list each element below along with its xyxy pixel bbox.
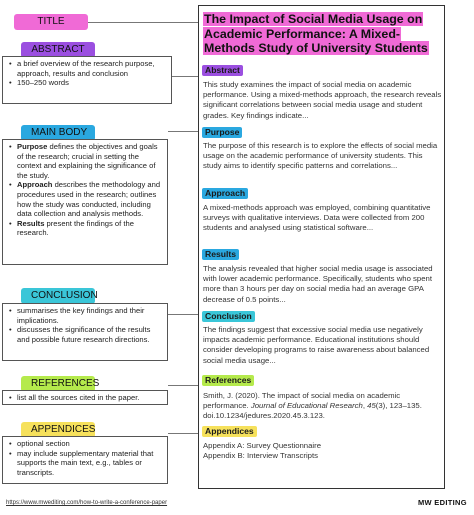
approach-term: Approach bbox=[17, 180, 53, 190]
paper-title-text: The Impact of Social Media Usage on Academic Performance: A Mixed-Methods Study of University Students bbox=[204, 12, 428, 56]
main-body-connector bbox=[168, 131, 199, 132]
main-body-item bbox=[9, 180, 163, 218]
results-term: Results bbox=[17, 218, 45, 228]
main-body-label: MAIN BODY bbox=[21, 125, 95, 141]
reference-journal: Journal of Educational Research bbox=[250, 401, 363, 411]
references-connector bbox=[168, 385, 199, 386]
abstract-text: This study examines the impact of social media on academic performance. Using a mixed-methods approach, the research reveals significant correlations between social media usage and student grades. Key findings indicate... bbox=[203, 80, 442, 120]
references-heading: References bbox=[202, 375, 254, 386]
abstract-box bbox=[2, 56, 172, 104]
reference-suffix: (3), 123–135. doi.10.1234/jedures.2020.45.3.123. bbox=[203, 401, 422, 421]
purpose-text: The purpose of this research is to explore the effects of social media usage on the academic performance of university students. This study aims to identify specific patterns and correlations... bbox=[203, 141, 438, 171]
title-connector bbox=[88, 22, 199, 23]
appendices-item: • may include supplementary material that supports the main text, e.g., tables or transcripts. bbox=[9, 449, 163, 478]
results-heading: Results bbox=[202, 249, 239, 260]
approach-text: describes the methodology and procedures used in the research; outlines how the study was conducted, including data collection and analysis methods. bbox=[17, 180, 161, 219]
approach-heading: Approach bbox=[202, 188, 248, 199]
abstract-label: ABSTRACT bbox=[21, 42, 95, 58]
references-label: REFERENCES bbox=[21, 376, 95, 392]
main-body-box bbox=[2, 139, 168, 265]
appendices-heading: Appendices bbox=[202, 426, 257, 437]
results-text: The analysis revealed that higher social media usage is associated with lower academic performance. Specifically, students who spent more than 3 hours per day on social media had an average GPA decrease of 0.5 points... bbox=[203, 264, 433, 304]
appendices-connector bbox=[168, 433, 199, 434]
conclusion-item: • discusses the significance of the results and possible future research directions. bbox=[9, 325, 163, 344]
purpose-text: defines the objectives and goals of the research; crucial in setting the context and explaining the significance of the study. bbox=[17, 142, 158, 180]
title-label: TITLE bbox=[14, 14, 88, 30]
reference-entry bbox=[203, 391, 443, 422]
paper-title bbox=[203, 12, 441, 56]
conclusion-connector bbox=[168, 314, 199, 315]
abstract-item: • a brief overview of the research purpose, approach, results and conclusion bbox=[9, 59, 167, 78]
appendix-item: Appendix A: Survey Questionnaire bbox=[203, 441, 322, 450]
conclusion-label: CONCLUSION bbox=[21, 288, 95, 304]
abstract-connector bbox=[172, 76, 199, 77]
results-text: present the findings of the research. bbox=[17, 218, 134, 238]
appendix-item: Appendix B: Interview Transcripts bbox=[203, 451, 319, 461]
abstract-heading: Abstract bbox=[202, 65, 243, 76]
reference-prefix: Smith, J. (2020). The impact of social media on academic performance. bbox=[203, 391, 401, 411]
reference-sep: , bbox=[362, 401, 368, 411]
conclusion-box bbox=[2, 303, 168, 361]
reference-volume: 45 bbox=[367, 401, 376, 411]
conclusion-text: The findings suggest that excessive social media use negatively impacts academic performance. Educational institutions should consider developing programs to raise awareness about balanced social media usage... bbox=[203, 325, 430, 365]
references-box bbox=[2, 390, 168, 405]
conclusion-heading: Conclusion bbox=[202, 311, 255, 322]
appendices-box bbox=[2, 436, 168, 484]
purpose-term: Purpose bbox=[17, 142, 48, 151]
paper-page bbox=[198, 5, 445, 489]
brand-logo: MW EDITING bbox=[418, 498, 467, 507]
main-body-item bbox=[9, 142, 163, 180]
conclusion-item: • summarises the key findings and their implications. bbox=[9, 306, 163, 325]
appendices-item: • optional section bbox=[9, 439, 163, 449]
appendices-label: APPENDICES bbox=[21, 422, 95, 438]
abstract-item: • 150–250 words bbox=[9, 78, 167, 88]
references-item: • list all the sources cited in the paper. bbox=[9, 393, 163, 403]
source-link[interactable]: https://www.mwediting.com/how-to-write-a-conference-paper bbox=[6, 500, 168, 506]
appendices-list bbox=[203, 441, 443, 461]
main-body-item bbox=[9, 219, 163, 238]
approach-text: A mixed-methods approach was employed, combining quantitative surveys with qualitative interviews. Data were collected from 200 students and analysed using statistical software... bbox=[203, 203, 431, 233]
purpose-heading: Purpose bbox=[202, 127, 242, 138]
